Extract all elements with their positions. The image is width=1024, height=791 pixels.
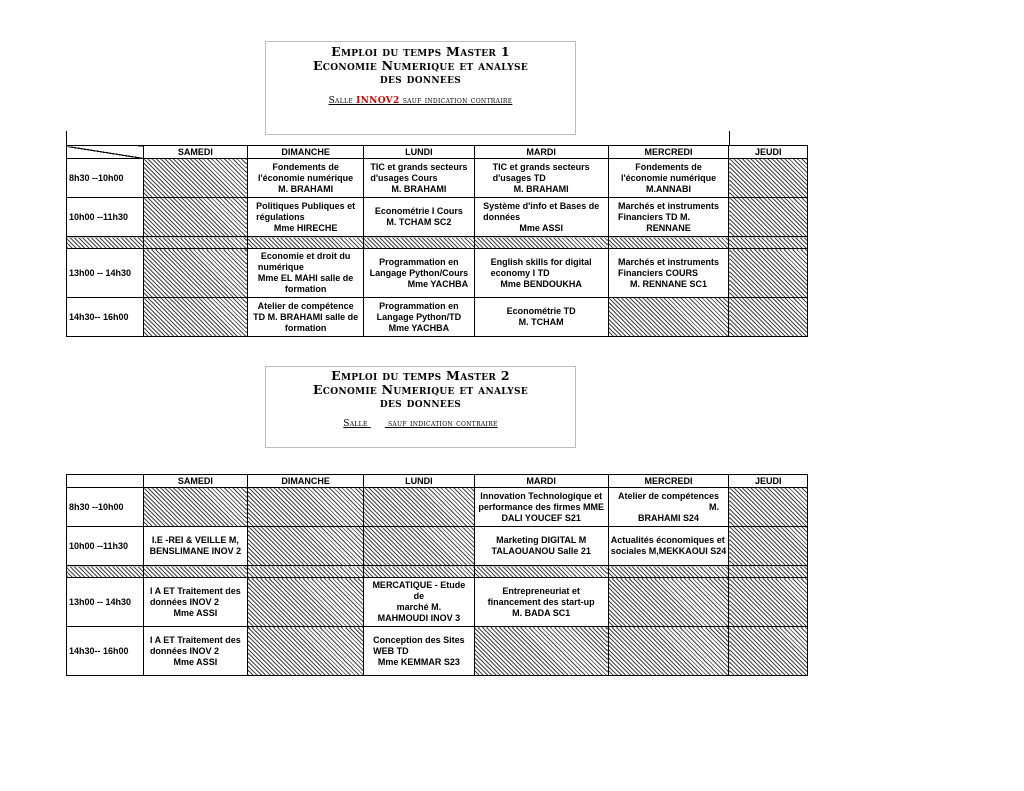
m1-course-line: Mme EL MAHI salle de xyxy=(257,273,354,283)
m2-course-cell xyxy=(474,578,608,627)
m1-course-line: Econométrie TD xyxy=(506,306,576,316)
m1-course-line: Langage Python/Cours xyxy=(369,267,469,278)
m2-row-slot-3 xyxy=(67,578,808,627)
m1-course-line: Financiers TD M. xyxy=(618,211,691,222)
m2-empty-cell xyxy=(143,488,248,527)
m1-course-cell xyxy=(474,298,608,337)
m2-break-cell xyxy=(67,566,144,578)
m1-course-cell xyxy=(248,198,364,237)
m2-course-line: Innovation Technologique et xyxy=(480,490,603,501)
m1-course-line: Fondements de xyxy=(635,161,702,172)
m1-course-cell xyxy=(608,249,729,298)
m2-break-cell xyxy=(143,566,248,578)
m1-time-cell: 8h30 --10h00 xyxy=(67,159,144,198)
m1-break-cell xyxy=(729,237,808,249)
m1-day-dimanche: DIMANCHE xyxy=(248,146,364,159)
m1-room-prefix: Salle xyxy=(328,95,353,106)
m1-course-line: Langage Python/TD xyxy=(376,311,462,322)
m2-course-line: I A ET Traitement des xyxy=(149,634,241,645)
m1-course-cell xyxy=(474,159,608,198)
m1-course-cell xyxy=(474,198,608,237)
m2-row-slot-2 xyxy=(67,527,808,566)
m2-day-mercredi: MERCREDI xyxy=(608,475,729,488)
m2-day-dimanche: DIMANCHE xyxy=(248,475,364,488)
m1-course-line: Mme YACHBA xyxy=(388,322,450,333)
m1-course-line: Système d'info et Bases de xyxy=(483,200,600,211)
m1-row-slot-1 xyxy=(67,159,808,198)
m1-title xyxy=(266,45,575,86)
m2-corner-cell xyxy=(67,475,144,488)
m2-course-cell xyxy=(364,627,475,676)
m1-course-line: M.ANNABI xyxy=(646,183,692,194)
m1-course-cell xyxy=(248,298,364,337)
m2-course-cell xyxy=(143,627,248,676)
m1-course-line: d'usages TD xyxy=(492,172,546,183)
m2-course-line: données INOV 2 xyxy=(149,596,219,607)
m1-time-cell: 10h00 --11h30 xyxy=(67,198,144,237)
m1-course-line: TIC et grands secteurs xyxy=(492,161,590,172)
m1-course-line: Atelier de compétence xyxy=(257,300,354,311)
m2-room-suffix: sauf indication contraire xyxy=(388,418,498,429)
m2-course-line: I.E -REI & VEILLE M, xyxy=(151,535,239,545)
m1-course-line: Econométrie I Cours xyxy=(374,206,463,216)
m1-course-cell xyxy=(364,198,475,237)
m2-course-line: M. xyxy=(709,501,720,512)
m1-course-cell xyxy=(474,249,608,298)
m2-title-line: Economie Numerique et analyse xyxy=(312,381,528,397)
m1-room-note xyxy=(266,96,575,106)
m1-course-line: M. BRAHAMI xyxy=(391,183,447,194)
m2-break-cell xyxy=(474,566,608,578)
m1-empty-cell xyxy=(729,198,808,237)
m2-course-line: Marketing DIGITAL M xyxy=(496,535,587,545)
m1-course-line: Fondements de xyxy=(272,161,339,172)
m1-course-line: English skills for digital xyxy=(490,256,592,267)
m2-course-cell xyxy=(143,578,248,627)
m1-course-line: Marchés et instruments xyxy=(618,256,720,267)
m1-course-line: Financiers COURS xyxy=(618,267,699,278)
m1-course-cell xyxy=(364,298,475,337)
m1-day-mardi: MARDI xyxy=(474,146,608,159)
m1-course-line: Mme BENDOUKHA xyxy=(500,278,582,289)
m2-course-line: MAHMOUDI INOV 3 xyxy=(377,613,461,623)
m2-time-cell: 14h30-- 16h00 xyxy=(67,627,144,676)
m2-row-slot-4 xyxy=(67,627,808,676)
m1-day-header-row xyxy=(67,146,808,159)
m2-course-line: marché M. xyxy=(396,602,442,612)
m2-time-cell: 13h00 -- 14h30 xyxy=(67,578,144,627)
m1-course-line: M. RENNANE SC1 xyxy=(630,278,708,289)
m2-time-cell: 10h00 --11h30 xyxy=(67,527,144,566)
m2-empty-cell xyxy=(364,527,475,566)
m1-course-line: Programmation en xyxy=(379,300,459,311)
m1-empty-cell xyxy=(143,159,248,198)
m1-room-suffix: sauf indication contraire xyxy=(402,95,513,106)
m2-empty-cell xyxy=(364,488,475,527)
m2-title-line: Emploi du temps Master 2 xyxy=(331,368,510,383)
m1-course-line: Mme YACHBA xyxy=(407,278,469,289)
m1-empty-cell xyxy=(143,249,248,298)
m1-row-slot-2 xyxy=(67,198,808,237)
m2-empty-cell xyxy=(608,627,729,676)
m1-empty-cell xyxy=(729,249,808,298)
m2-course-line: financement des start-up xyxy=(487,596,595,607)
m1-course-line: régulations xyxy=(256,211,305,222)
m1-day-samedi: SAMEDI xyxy=(143,146,248,159)
m2-day-mardi: MARDI xyxy=(474,475,608,488)
m2-course-line: BENSLIMANE INOV 2 xyxy=(149,546,242,556)
m2-course-cell xyxy=(608,527,729,566)
m2-break-cell xyxy=(364,566,475,578)
m2-course-line: WEB TD xyxy=(373,645,409,656)
m1-left-tick xyxy=(66,131,67,145)
m1-break-cell xyxy=(143,237,248,249)
m1-course-line: M. BRAHAMI xyxy=(278,183,334,194)
m2-day-samedi: SAMEDI xyxy=(143,475,248,488)
m2-course-line: M. BADA SC1 xyxy=(512,607,571,618)
m2-course-line: TALAOUANOU Salle 21 xyxy=(491,546,591,556)
m2-course-line: DALI YOUCEF S21 xyxy=(501,512,581,523)
m1-course-cell xyxy=(608,198,729,237)
m1-empty-cell xyxy=(143,298,248,337)
m1-course-line: M. TCHAM SC2 xyxy=(386,217,452,227)
m1-day-lundi: LUNDI xyxy=(364,146,475,159)
m2-empty-cell xyxy=(248,627,364,676)
m1-break-cell xyxy=(608,237,729,249)
m2-course-line: Entrepreneuriat et xyxy=(502,585,580,596)
m2-course-line: Mme ASSI xyxy=(173,656,218,667)
m2-course-line: BRAHAMI S24 xyxy=(638,512,700,523)
m1-room-name: INNOV2 xyxy=(356,95,400,106)
m1-course-cell xyxy=(364,159,475,198)
m2-course-cell xyxy=(474,488,608,527)
m1-row-slot-3 xyxy=(67,249,808,298)
m1-course-line: M. BRAHAMI xyxy=(513,183,569,194)
m1-break-cell xyxy=(248,237,364,249)
m1-course-cell xyxy=(364,249,475,298)
m1-course-line: d'usages Cours xyxy=(370,172,438,183)
m1-header-box xyxy=(265,41,576,135)
m1-time-cell: 14h30-- 16h00 xyxy=(67,298,144,337)
m1-title-line: des donnees xyxy=(379,71,462,86)
m2-course-line: Conception des Sites xyxy=(373,634,465,645)
m1-empty-cell xyxy=(143,198,248,237)
m2-course-line: Atelier de compétences xyxy=(618,490,720,501)
m2-day-header-row xyxy=(67,475,808,488)
m2-break-cell xyxy=(608,566,729,578)
m2-course-line: Actualités économiques et xyxy=(610,535,725,545)
m1-course-line: Marchés et instruments xyxy=(618,200,720,211)
m1-timetable xyxy=(66,145,808,337)
m1-course-line: TIC et grands secteurs xyxy=(370,161,468,172)
m1-time-cell: 13h00 -- 14h30 xyxy=(67,249,144,298)
m1-course-line: M. TCHAM xyxy=(518,317,564,327)
m2-day-jeudi: JEUDI xyxy=(729,475,808,488)
m2-empty-cell xyxy=(729,627,808,676)
m2-time-cell: 8h30 --10h00 xyxy=(67,488,144,527)
m2-lunch-break-row xyxy=(67,566,808,578)
m2-empty-cell xyxy=(248,578,364,627)
m2-course-line: sociales M,MEKKAOUI S24 xyxy=(610,546,727,556)
m2-course-line: I A ET Traitement des xyxy=(149,585,241,596)
m1-course-line: formation xyxy=(284,322,327,333)
m2-course-line: données INOV 2 xyxy=(149,645,219,656)
m1-course-line: Politiques Publiques et xyxy=(256,200,356,211)
m2-row-slot-1 xyxy=(67,488,808,527)
m1-course-line: economy I TD xyxy=(490,267,550,278)
m1-course-line: l'économie numérique xyxy=(258,172,354,183)
m2-room-note xyxy=(266,419,575,429)
m1-course-cell xyxy=(248,159,364,198)
m1-right-tick xyxy=(729,131,730,145)
m1-title-line: Emploi du temps Master 1 xyxy=(331,44,510,59)
m2-day-lundi: LUNDI xyxy=(364,475,475,488)
m1-course-line: Mme HIRECHE xyxy=(273,222,338,233)
m1-empty-cell xyxy=(729,159,808,198)
m1-empty-cell xyxy=(608,298,729,337)
m2-empty-cell xyxy=(729,578,808,627)
m1-course-line: TD M. BRAHAMI salle de xyxy=(253,311,359,322)
m2-break-cell xyxy=(248,566,364,578)
m1-break-cell xyxy=(364,237,475,249)
m2-course-cell xyxy=(364,578,475,627)
m1-empty-cell xyxy=(729,298,808,337)
m1-course-line: numérique xyxy=(257,262,304,272)
m2-empty-cell xyxy=(248,527,364,566)
m2-course-line: performance des firmes MME xyxy=(478,501,604,512)
m2-title-line: des donnees xyxy=(379,395,462,410)
m1-course-line: formation xyxy=(284,284,327,294)
m2-empty-cell xyxy=(608,578,729,627)
m2-break-cell xyxy=(729,566,808,578)
m1-title-line: Economie Numerique et analyse xyxy=(312,57,528,73)
m2-empty-cell xyxy=(474,627,608,676)
m1-course-cell xyxy=(608,159,729,198)
m2-course-line: MERCATIQUE - Etude de xyxy=(372,580,466,601)
m1-corner-cell xyxy=(67,146,144,159)
m1-day-mercredi: MERCREDI xyxy=(608,146,729,159)
m2-title xyxy=(266,369,575,410)
m2-course-cell xyxy=(143,527,248,566)
m1-course-line: RENNANE xyxy=(646,222,691,233)
m2-course-cell xyxy=(608,488,729,527)
m2-empty-cell xyxy=(248,488,364,527)
m1-course-line: Mme ASSI xyxy=(519,222,564,233)
m1-lunch-break-row xyxy=(67,237,808,249)
m1-course-cell xyxy=(248,249,364,298)
m2-empty-cell xyxy=(729,488,808,527)
m2-header-box xyxy=(265,366,576,448)
m2-empty-cell xyxy=(729,527,808,566)
m1-course-line: l'économie numérique xyxy=(620,172,717,183)
m2-room-prefix: Salle xyxy=(343,418,368,429)
m1-break-cell xyxy=(474,237,608,249)
m2-course-line: Mme ASSI xyxy=(173,607,218,618)
m1-course-line: Economie et droit du xyxy=(260,251,351,261)
m2-timetable xyxy=(66,474,808,676)
m1-day-jeudi: JEUDI xyxy=(729,146,808,159)
m1-break-cell xyxy=(67,237,144,249)
m1-row-slot-4 xyxy=(67,298,808,337)
m1-course-line: Programmation en xyxy=(379,256,459,267)
m1-course-line: données xyxy=(483,211,521,222)
m2-course-cell xyxy=(474,527,608,566)
m2-course-line: Mme KEMMAR S23 xyxy=(377,656,460,667)
